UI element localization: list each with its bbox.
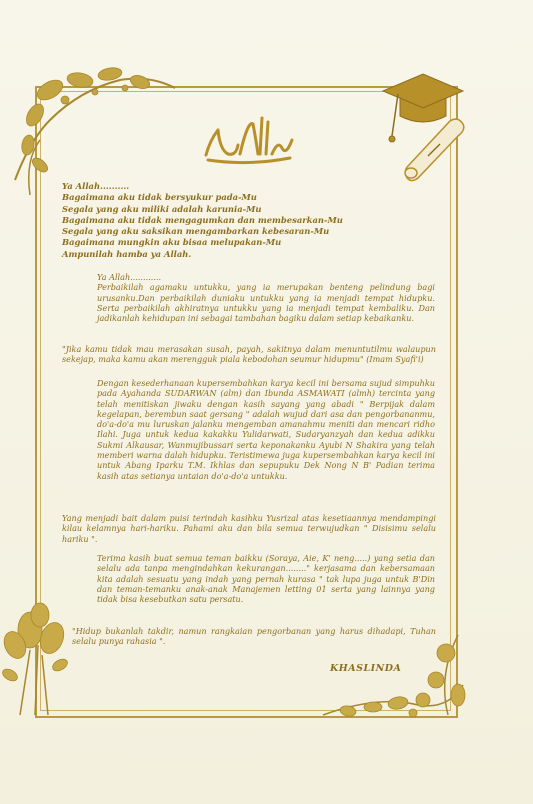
bismillah-calligraphy xyxy=(198,110,298,170)
prayer-line: Bagaimana aku tidak bersyukur pada-Mu xyxy=(62,192,257,203)
prayer-line: Ya Allah.......... xyxy=(62,181,130,191)
prayer-line: Ampunilah hamba ya Allah. xyxy=(62,248,192,259)
prayer-line: Bagaimana aku tidak mengagumkan dan membesarkan-Mu xyxy=(62,214,343,225)
dedication-block xyxy=(97,378,435,481)
prayer2-block xyxy=(97,272,435,323)
prayer2-heading: Ya Allah............ xyxy=(97,272,162,282)
quote-yusrizal xyxy=(62,513,436,544)
closing-quote xyxy=(72,626,436,647)
quote-text: "Jika kamu tidak mau merasakan susah, payah, sakitnya dalam menuntutilmu walaupun sekejap, maka kamu akan merengguk piala kebodohan seumur hidupmu" (Imam Syafi'i) xyxy=(62,344,436,365)
prayer2-body: Perbaikilah agamaku untukku, yang ia merupakan benteng pelindung bagi urusanku.Dan perbaikilah duniaku untukku yang ia menjadi tempat hidupku. Serta perbaikilah akhiratnya untukku yang ia menjadi tempat kembaliku. Dan jadikanlah kehidupan ini sebagai tambahan bagiku dalam setiap kebaikanku. xyxy=(97,282,435,324)
prayer-line: Segala yang aku miliki adalah karunia-Mu xyxy=(62,203,262,214)
prayer-line: Bagaimana mungkin aku bisaa melupakan-Mu xyxy=(62,237,282,248)
closing-text: "Hidup bukanlah takdir, namun rangkaian pengorbanan yang harus dihadapi, Tuhan selalu punya rahasia ". xyxy=(72,626,436,647)
dedication-text: Dengan kesederhanaan kupersembahkan karya kecil ini bersama sujud simpuhku pada Ayahanda SUDARWAN (alm) dan Ibunda ASMAWATI (almh) tercinta yang telah menitiskan jiwaku dengan kasih sayang yang abadi " Berpijak dalam kegelapan, berembun saat gersang " adalah wujud dari asa dan pengorbananmu, do'a-do'a mu luruskan jalanku mengemban amanahmu meniti dan mencari ridho Ilahi. Juga untuk kedua kakakku Yulidarwati, Sudaryanzyah dan kedua adikku Sukmi Alkausar, Wanmujibussari serta keponakanku Ayubi N Shakira yang telah memberi warna dalah hidupku. Teristimewa juga kupersembahkan karya kecil ini untuk Abang Iparku T.M. Ikhlas dan sepupuku Dek Nong N B' Padian terima kasih atas setianya untaian do'a-do'a untukku. xyxy=(97,378,435,481)
diploma-scroll-icon xyxy=(405,119,464,180)
quote2-text: Yang menjadi bait dalam puisi terindah kasihku Yusrizal atas kesetiaannya mendampingi kilau kelamnya hari-hariku. Pahami aku dan bila semua terwujudkan " Disisimu selalu hariku ". xyxy=(62,513,436,544)
vine-ornament xyxy=(10,60,180,200)
quote-syafii xyxy=(62,344,436,365)
thanks-block xyxy=(97,553,435,604)
graduation-cap-icon xyxy=(378,66,468,186)
prayer-line: Segala yang aku saksikan mengambarkan kebesaran-Mu xyxy=(62,226,330,237)
flower-bouquet xyxy=(0,590,80,720)
signature: KHASLINDA xyxy=(330,663,402,674)
thanks-text: Terima kasih buat semua teman baikku (Soraya, Aie, K' neng.....) yang setia dan selalu ada tanpa mengindahkan kekurangan........" kerjasama dan kebersamaan kita adalah sesuatu yang indah yang pernah kurasa " tak lupa juga untuk B'Din dan teman-temanku anak-anak Manajemen letting 01 serta yang lainnya yang tidak bisa kesebutkan satu persatu. xyxy=(97,553,435,605)
prayer-block xyxy=(62,181,362,260)
